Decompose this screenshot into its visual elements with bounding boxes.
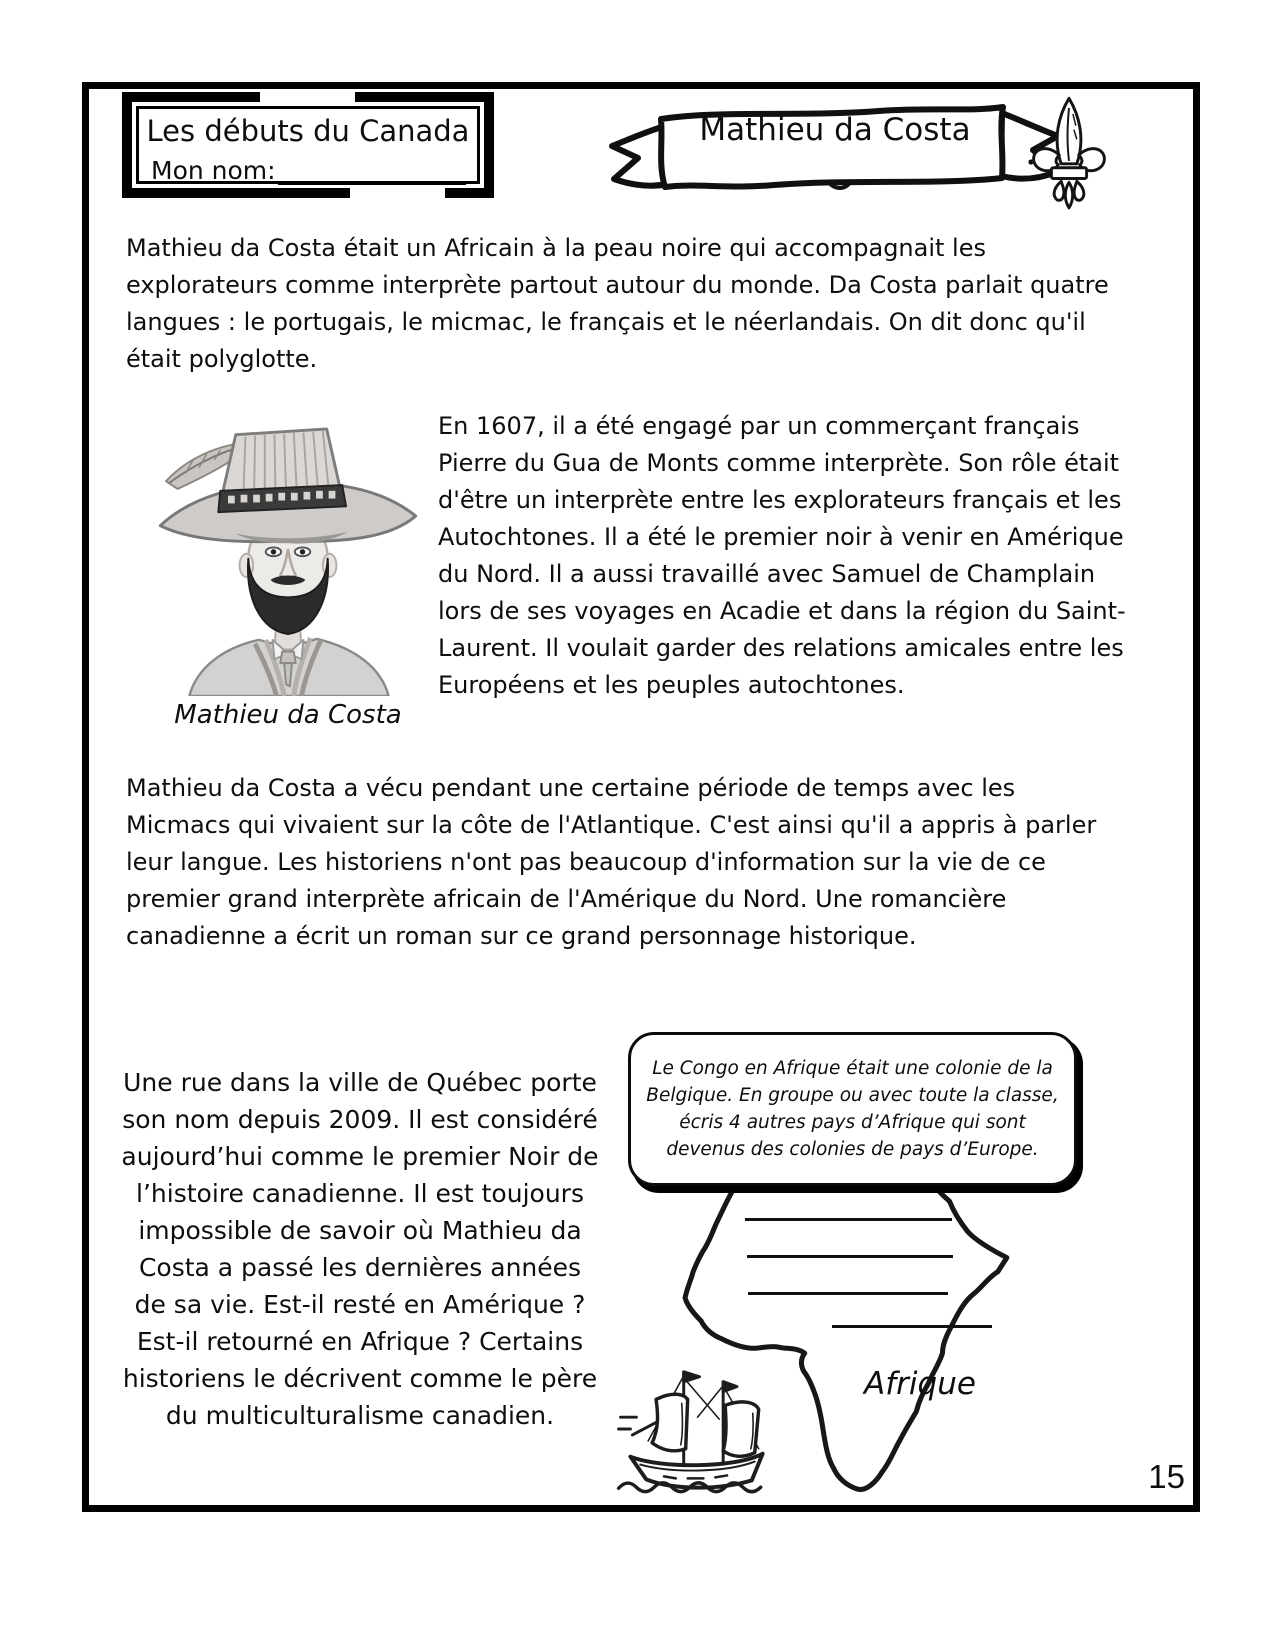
title-box — [122, 92, 494, 198]
page-title: Les débuts du Canada — [146, 114, 470, 148]
paragraph-1607: En 1607, il a été engagé par un commerçant français Pierre du Gua de Monts comme interprète. Son rôle était d'être un interprète entre les explorateurs français et les Autochtones. Il a été le premier noir à venir en Amérique du Nord. Il a aussi travaillé avec Samuel de Champlain lors de ses voyages en Acadie et dans la région du Saint-Laurent. Il voulait garder des relations amicales entre les Européens et les peuples autochtones. — [438, 412, 1126, 699]
activity-callout-text: Le Congo en Afrique était une colonie de la Belgique. En groupe ou avec toute la classe, écris 4 autres pays d’Afrique qui sont devenus des colonies de pays d’Europe. — [646, 1058, 1059, 1160]
answer-blank-1 — [745, 1218, 952, 1221]
banner-title: Mathieu da Costa — [699, 112, 971, 148]
paragraph-intro: Mathieu da Costa était un Africain à la peau noire qui accompagnait les explorateurs comme interprète partout autour du monde. Da Costa parlait quatre langues : le portugais, le micmac, le français et le néerlandais. On dit donc qu'il était polyglotte. — [126, 234, 1109, 373]
border-notch — [350, 187, 445, 199]
title-box-inner — [136, 106, 480, 184]
portrait-caption: Mathieu da Costa — [174, 700, 402, 730]
paragraph-rue-quebec: Une rue dans la ville de Québec porte son nom depuis 2009. Il est considéré aujourd’hui comme le premier Noir de l’histoire canadienne. Il est toujours impossible de savoir où Mathieu da Costa a passé les dernières années de sa vie. Est-il resté en Amérique ? Est-il retourné en Afrique ? Certains historiens le décrivent comme le père du multiculturalisme canadien. — [121, 1068, 599, 1430]
answer-blank-2 — [747, 1255, 953, 1258]
activity-callout — [628, 1032, 1077, 1186]
name-label: Mon nom: — [151, 156, 276, 185]
paragraph-micmacs: Mathieu da Costa a vécu pendant une certaine période de temps avec les Micmacs qui vivaient sur la côte de l'Atlantique. C'est ainsi qu'il a appris à parler leur langue. Les historiens n'ont pas beaucoup d'information sur la vie de ce premier grand interprète africain de l'Amérique du Nord. Une romancière canadienne a écrit un roman sur ce grand personnage historique. — [126, 774, 1097, 950]
sailing-ship-illustration — [610, 1358, 788, 1506]
africa-label: Afrique — [864, 1366, 976, 1402]
portrait-illustration — [138, 396, 438, 696]
page-number: 15 — [1148, 1458, 1185, 1495]
answer-blank-3 — [748, 1292, 948, 1295]
border-notch — [260, 91, 355, 103]
ribbon-banner-icon — [598, 86, 1070, 218]
fleur-de-lis-icon — [1025, 92, 1113, 220]
answer-blank-4 — [832, 1325, 992, 1328]
name-blank-line — [278, 157, 466, 185]
